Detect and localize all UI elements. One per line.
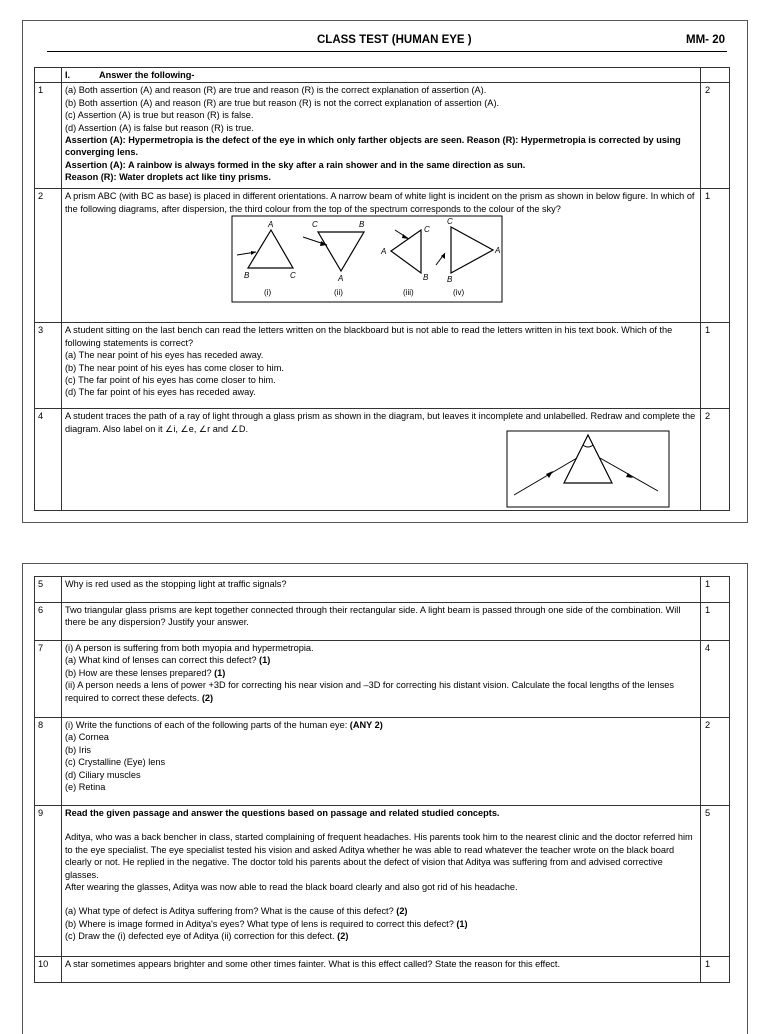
part-a: (a) What kind of lenses can correct this defect? (1) xyxy=(65,655,271,666)
label-c-iii: C xyxy=(424,225,430,235)
incomplete-ray-diagram xyxy=(506,430,670,508)
question-body xyxy=(62,806,701,957)
label-b-iii: B xyxy=(423,273,429,283)
label-a-iv: A xyxy=(495,246,501,256)
question-text: Why is red used as the stopping light at traffic signals? xyxy=(62,577,701,603)
test-header xyxy=(47,33,727,52)
label-a-iii: A xyxy=(381,247,387,257)
assertion-1: Assertion (A): Hypermetropia is the defect of the eye in which only farther objects are seen. Reason (R): Hypermetropia is corrected by using converging lens. xyxy=(65,135,681,158)
question-row-8 xyxy=(35,718,730,806)
label-b-ii: B xyxy=(359,220,365,230)
passage-heading: Read the given passage and answer the questions based on passage and related studied concepts. xyxy=(65,808,500,818)
option-a: (a) The near point of his eyes has receded away. xyxy=(65,350,264,361)
option-c: (c) The far point of his eyes has come closer to him. xyxy=(65,375,276,386)
question-text: A student sitting on the last bench can read the letters written on the blackboard but is not able to read the letters written in his text book. Which of the following statements is correct? xyxy=(65,325,673,348)
question-marks: 2 xyxy=(701,409,730,511)
question-marks: 1 xyxy=(701,577,730,603)
question-marks: 1 xyxy=(701,603,730,641)
part-c: (c) Draw the (i) defected eye of Aditya (ii) correction for this defect. (2) xyxy=(65,931,349,942)
eye-part-lens: (c) Crystalline (Eye) lens xyxy=(65,757,166,768)
label-b-i: B xyxy=(244,271,250,281)
passage-text: Aditya, who was a back bencher in class, started complaining of frequent headaches. His parents took him to the nearest clinic and the doctor referred him to the eye specialist. The eye specialist tested his vision and asked Aditya whether he was able to read whatever the teacher wrote on the black board clearly or not. He replied in the negative. The doctor told his parents about the defect of vision that Aditya was suffering from and advised corrective glasses. xyxy=(65,832,693,880)
question-row-3 xyxy=(35,323,730,409)
questions-table-2 xyxy=(34,576,730,983)
question-body xyxy=(62,641,701,718)
question-body xyxy=(62,83,701,189)
test-page-1 xyxy=(22,20,748,523)
prism-orientations-figure xyxy=(231,215,503,303)
eye-part-cornea: (a) Cornea xyxy=(65,732,109,743)
eye-part-retina: (e) Retina xyxy=(65,782,106,793)
question-marks: 1 xyxy=(701,323,730,409)
part-a: (a) What type of defect is Aditya suffering from? What is the cause of this defect? (2) xyxy=(65,906,408,917)
question-number: 5 xyxy=(35,577,62,603)
question-marks: 2 xyxy=(701,83,730,189)
question-number: 7 xyxy=(35,641,62,718)
section-row xyxy=(35,68,730,83)
question-number: 8 xyxy=(35,718,62,806)
question-number: 9 xyxy=(35,806,62,957)
option-c: (c) Assertion (A) is true but reason (R) is false. xyxy=(65,110,254,121)
eye-part-iris: (b) Iris xyxy=(65,744,92,755)
part-b: (b) How are these lenses prepared? (1) xyxy=(65,667,226,678)
question-row-6 xyxy=(35,603,730,641)
assertion-2: Assertion (A): A rainbow is always formed in the sky after a rain shower and in the same direction as sun. xyxy=(65,159,526,170)
label-c-ii: C xyxy=(312,220,318,230)
question-number: 2 xyxy=(35,189,62,323)
question-body xyxy=(62,323,701,409)
part-i: (i) A person is suffering from both myopia and hypermetropia. xyxy=(65,643,314,653)
label-a-i: A xyxy=(268,220,274,230)
caption-i: (i) xyxy=(264,288,272,298)
question-row-2 xyxy=(35,189,730,323)
question-intro: (i) Write the functions of each of the following parts of the human eye: (ANY 2) xyxy=(65,720,383,730)
question-number: 4 xyxy=(35,409,62,511)
question-row-5 xyxy=(35,577,730,603)
question-body xyxy=(62,189,701,323)
question-body xyxy=(62,718,701,806)
question-row-4 xyxy=(35,409,730,511)
section-numeral: I. xyxy=(65,70,71,80)
question-row-9 xyxy=(35,806,730,957)
reason-2: Reason (R): Water droplets act like tiny prisms. xyxy=(65,172,271,183)
question-marks: 2 xyxy=(701,718,730,806)
option-d: (d) Assertion (A) is false but reason (R) is true. xyxy=(65,122,254,133)
option-d: (d) The far point of his eyes has receded away. xyxy=(65,387,256,398)
questions-table-1 xyxy=(34,67,730,511)
question-marks: 1 xyxy=(701,957,730,983)
question-number: 6 xyxy=(35,603,62,641)
question-text: A student traces the path of a ray of light through a glass prism as shown in the diagram, but leaves it incomplete and unlabelled. Redraw and complete the diagram. Also label on it ∠i, ∠e, ∠r and ∠D. xyxy=(65,411,696,434)
question-text: Two triangular glass prisms are kept together connected through their rectangular side. A light beam is passed through one side of the combination. Will there be any dispersion? Justify your answer. xyxy=(62,603,701,641)
question-row-10 xyxy=(35,957,730,983)
label-b-iv: B xyxy=(447,275,453,285)
question-marks: 1 xyxy=(701,189,730,323)
option-b: (b) Both assertion (A) and reason (R) are true but reason (R) is not the correct explanation of assertion (A). xyxy=(65,97,500,108)
option-b: (b) The near point of his eyes has come closer to him. xyxy=(65,362,284,373)
question-number: 10 xyxy=(35,957,62,983)
label-c-i: C xyxy=(290,271,296,281)
question-body xyxy=(62,409,701,511)
question-number: 3 xyxy=(35,323,62,409)
question-marks: 4 xyxy=(701,641,730,718)
part-ii: (ii) A person needs a lens of power +3D for correcting his near vision and –3D for correcting his distant vision. Calculate the focal lengths of the lenses required to correct these defects. (2) xyxy=(65,680,674,703)
test-title: CLASS TEST (HUMAN EYE ) xyxy=(317,34,472,46)
max-marks: MM- 20 xyxy=(686,34,725,46)
passage-text-2: After wearing the glasses, Aditya was now able to read the black board clearly and also got rid of his headache. xyxy=(65,882,518,893)
part-b: (b) Where is image formed in Aditya's eyes? What type of lens is required to correct this defect? (1) xyxy=(65,918,468,929)
caption-ii: (ii) xyxy=(334,288,343,298)
label-a-ii: A xyxy=(338,274,344,284)
question-marks: 5 xyxy=(701,806,730,957)
eye-part-ciliary: (d) Ciliary muscles xyxy=(65,769,141,780)
label-c-iv: C xyxy=(447,217,453,227)
question-text: A star sometimes appears brighter and some other times fainter. What is this effect called? State the reason for this effect. xyxy=(62,957,701,983)
test-page-2 xyxy=(22,563,748,1034)
question-row-1 xyxy=(35,83,730,189)
caption-iii: (iii) xyxy=(403,288,414,298)
caption-iv: (iv) xyxy=(453,288,465,298)
question-number: 1 xyxy=(35,83,62,189)
section-heading: Answer the following- xyxy=(99,70,195,80)
option-a: (a) Both assertion (A) and reason (R) are true and reason (R) is the correct explanation of assertion (A). xyxy=(65,85,487,96)
question-row-7 xyxy=(35,641,730,718)
question-text: A prism ABC (with BC as base) is placed in different orientations. A narrow beam of white light is incident on the prism as shown in below figure. In which of the following diagrams, after dispersion, the third colour from the top of the spectrum corresponds to the colour of the sky? xyxy=(65,191,695,214)
